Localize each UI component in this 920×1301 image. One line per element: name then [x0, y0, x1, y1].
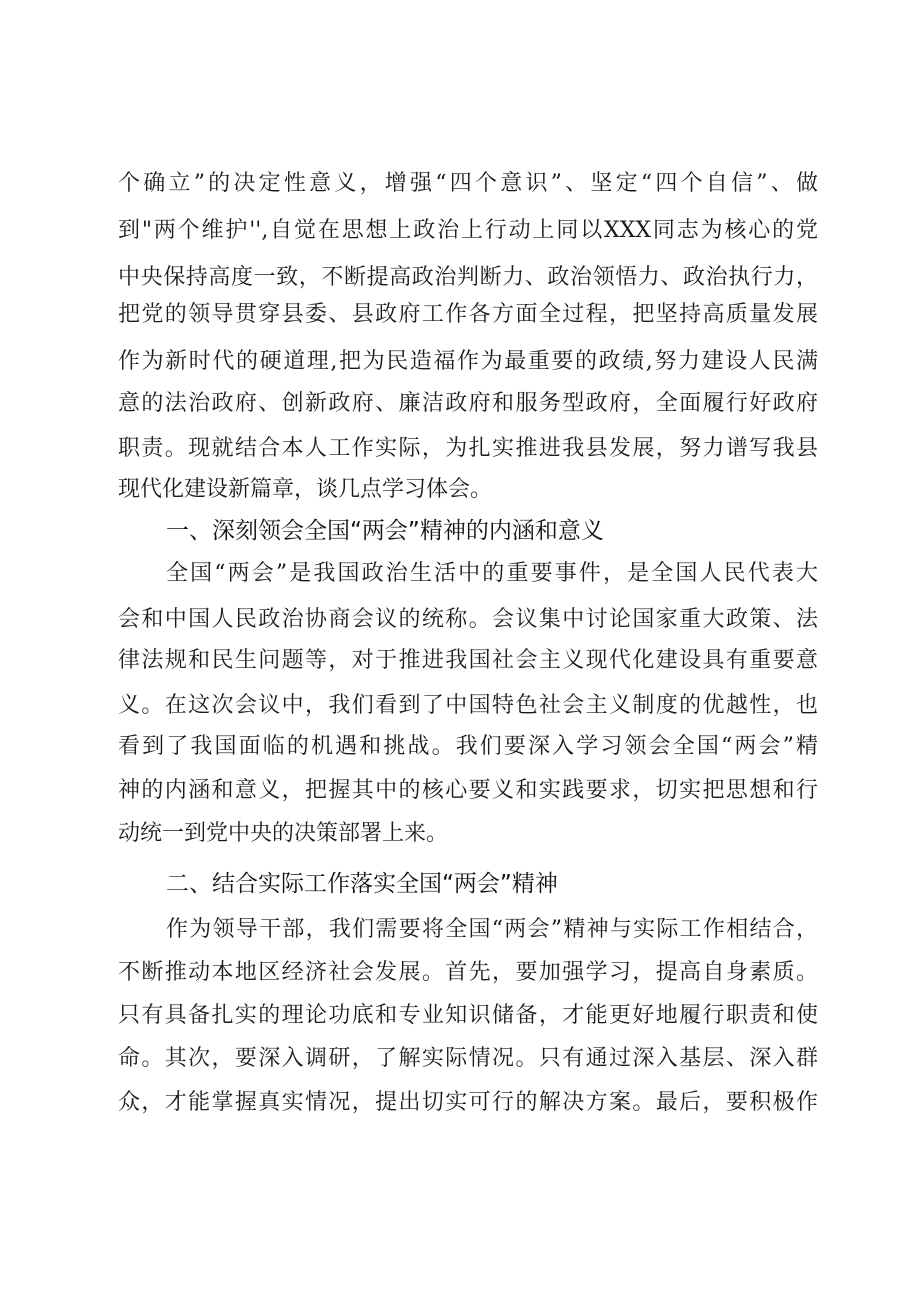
section-2-line-2: 不断推动本地区经济社会发展。首先，要加强学习，提高自身素质。: [118, 960, 818, 985]
intro-line-1: 个确立”的决定性意义，增强“四个意识”、坚定“四个自信”、做: [118, 171, 818, 196]
section-2-line-4: 命。其次，要深入调研，了解实际情况。只有通过深入基层、深入群: [118, 1046, 818, 1071]
section-1-line-5: 看到了我国面临的机遇和挑战。我们要深入学习领会全国“两会”精: [118, 734, 818, 759]
section-2-line-3: 只有具备扎实的理论功底和专业知识储备，才能更好地履行职责和使: [118, 1003, 818, 1028]
section-1-line-1: 全国“两会”是我国政治生活中的重要事件，是全国人民代表大: [166, 561, 818, 586]
intro-line-2: 到"两个维护'',自觉在思想上政治上行动上同以XXX同志为核心的党: [118, 218, 818, 243]
section-1-line-7: 动统一到党中央的决策部署上来。: [118, 821, 449, 846]
intro-line-4: 把党的领导贯穿县委、县政府工作各方面全过程，把坚持高质量发展: [118, 302, 818, 327]
section-1-heading: 一、深刻领会全国“两会”精神的内涵和意义: [166, 518, 604, 544]
section-2-line-5: 众，才能掌握真实情况，提出切实可行的解决方案。最后，要积极作: [118, 1090, 818, 1115]
intro-line-8: 现代化建设新篇章，谈几点学习体会。: [118, 477, 493, 502]
intro-line-3: 中央保持高度一致，不断提高政治判断力、政治领悟力、政治执行力，: [118, 265, 818, 290]
section-1-line-2: 会和中国人民政治协商会议的统称。会议集中讨论国家重大政策、法: [118, 607, 818, 632]
section-2-heading: 二、结合实际工作落实全国“两会”精神: [166, 871, 558, 897]
intro-line-7: 职责。现就结合本人工作实际，为扎实推进我县发展，努力谱写我县: [118, 436, 818, 461]
intro-line-5: 作为新时代的硬道理,把为民造福作为最重要的政绩,努力建设人民满: [118, 349, 818, 374]
section-1-line-3: 律法规和民生问题等，对于推进我国社会主义现代化建设具有重要意: [118, 648, 818, 673]
section-2-line-1: 作为领导干部，我们需要将全国“两会”精神与实际工作相结合，: [166, 917, 818, 942]
section-1-line-4: 义。在这次会议中，我们看到了中国特色社会主义制度的优越性，也: [118, 693, 818, 718]
intro-line-6: 意的法治政府、创新政府、廉洁政府和服务型政府，全面履行好政府: [118, 391, 818, 416]
section-1-line-6: 神的内涵和意义，把握其中的核心要义和实践要求，切实把思想和行: [118, 778, 818, 803]
